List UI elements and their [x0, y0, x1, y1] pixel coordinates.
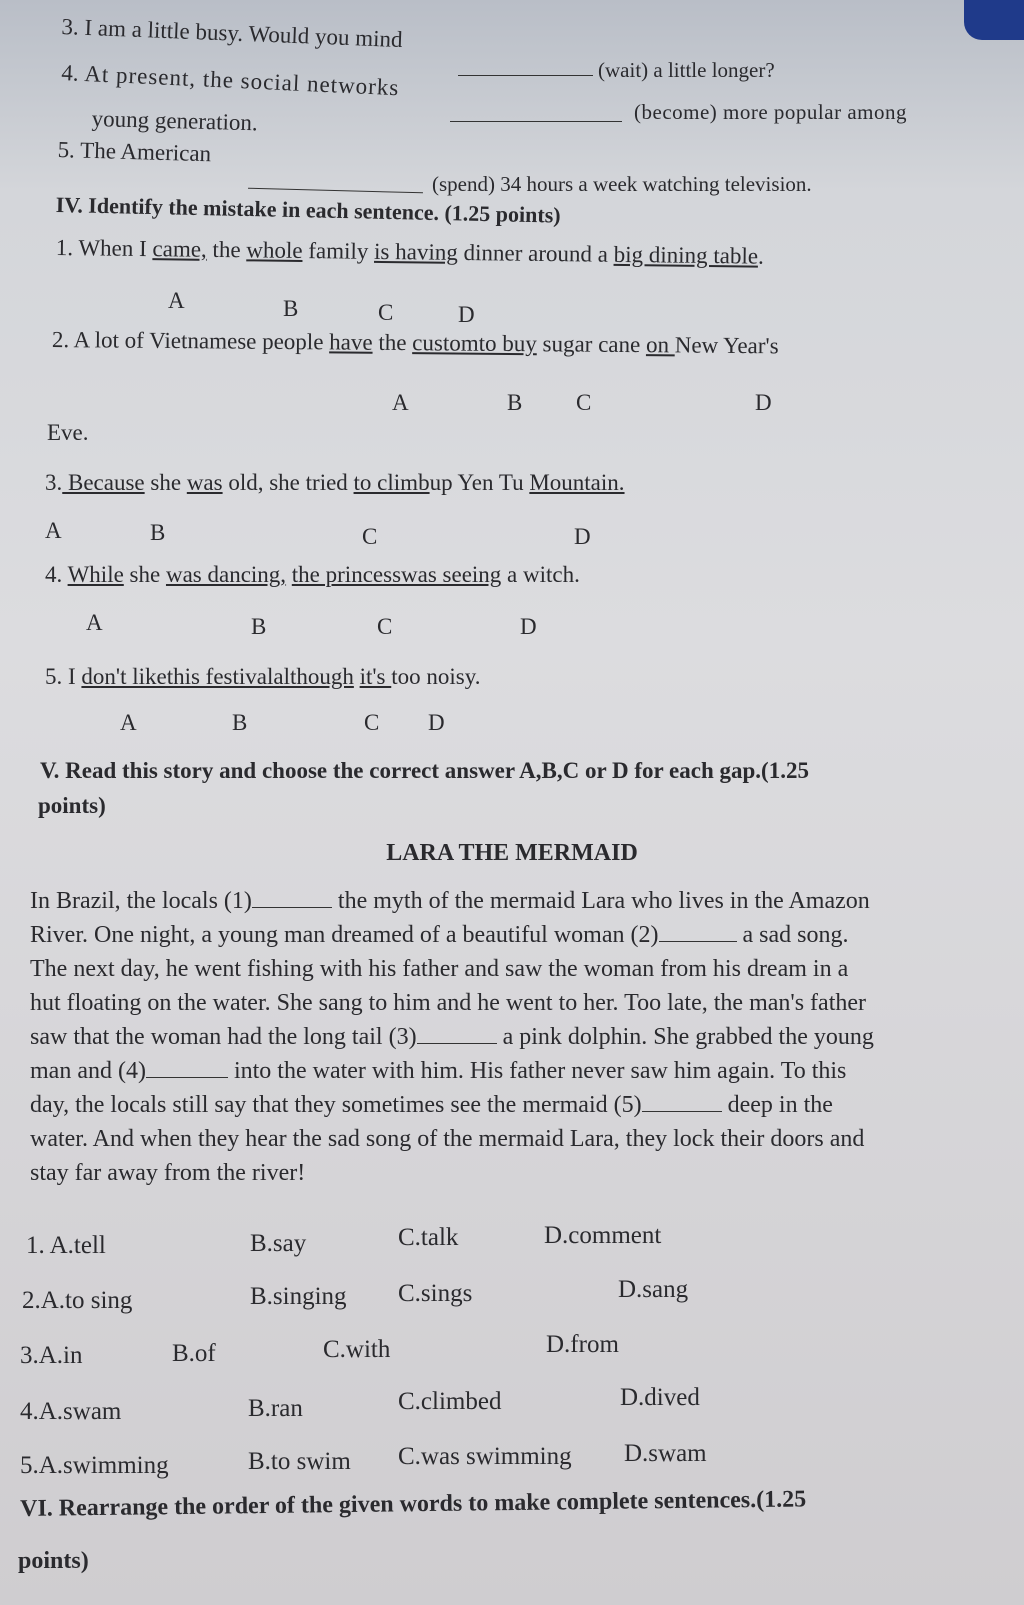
answer-5-d[interactable]: D.swam	[624, 1440, 707, 1467]
item-text: At present, the social networks	[83, 61, 400, 101]
story-line-2	[30, 918, 1020, 952]
answer-5-b[interactable]: B.to swim	[248, 1448, 351, 1475]
option-d-text: it's	[359, 664, 392, 689]
answer-blank[interactable]	[248, 188, 423, 194]
mistake-sentence-3	[45, 470, 625, 496]
story-text: In Brazil, the locals (1)	[30, 888, 252, 914]
item-number: 1.	[55, 235, 74, 261]
gap-4-blank[interactable]	[146, 1077, 228, 1078]
item-number: 5.	[57, 137, 76, 163]
verb-hint: (wait) a little longer?	[598, 58, 775, 82]
answer-1-b[interactable]: B.say	[250, 1230, 307, 1257]
option-a-b-c-text: don't likethis festivalalthough	[81, 664, 354, 689]
sentence-text: she	[123, 562, 166, 587]
answer-5-c[interactable]: C.was swimming	[398, 1443, 572, 1470]
answer-2-b[interactable]: B.singing	[250, 1283, 347, 1310]
story-line-9: stay far away from the river!	[30, 1160, 306, 1186]
option-letter-a: A	[392, 390, 409, 415]
option-b-text: whole	[246, 237, 303, 264]
story-line-6	[30, 1054, 1020, 1088]
exercise-3-4	[61, 60, 400, 101]
option-letter-b: B	[232, 710, 248, 735]
option-letter-a: A	[45, 518, 62, 543]
option-d-text: Mountain.	[529, 470, 625, 495]
exercise-3-3	[61, 14, 403, 53]
answer-3-b[interactable]: B.of	[172, 1340, 216, 1367]
item-number: 5.	[45, 664, 63, 689]
option-letter-c: C	[362, 524, 378, 549]
corner-sticker	[964, 0, 1024, 40]
item-text-continued: young generation.	[91, 106, 259, 136]
gap-5-blank[interactable]	[642, 1111, 722, 1112]
answer-3-d[interactable]: D.from	[546, 1331, 619, 1358]
story-text: deep in the	[721, 1092, 833, 1118]
mistake-sentence-5	[45, 664, 481, 690]
sentence-text: she	[144, 470, 187, 495]
story-text: man and (4)	[30, 1058, 146, 1084]
section-6-heading-continued: points)	[18, 1548, 89, 1574]
verb-hint: (spend) 34 hours a week watching television.	[432, 172, 812, 196]
sentence-text: sugar cane	[536, 331, 647, 358]
answer-2-c[interactable]: C.sings	[398, 1280, 473, 1307]
sentence-text: the	[372, 329, 413, 356]
story-text: day, the locals still say that they sometimes see the mermaid (5)	[30, 1092, 642, 1118]
option-b-text: was dancing,	[165, 562, 287, 587]
story-title: LARA THE MERMAID	[386, 840, 638, 866]
item-number: 3.	[45, 470, 63, 495]
option-c-text: the princesswas seeing	[291, 562, 502, 587]
option-letter-d: D	[458, 302, 475, 327]
answer-4-a[interactable]: 4.A.swam	[20, 1398, 122, 1425]
item-number: 3.	[61, 14, 80, 40]
section-4-heading: IV. Identify the mistake in each sentence. (1.25 points)	[55, 192, 561, 228]
sentence-text: I	[68, 664, 82, 689]
sentence-text: too noisy.	[391, 664, 481, 689]
option-a-text: Because	[62, 470, 145, 495]
option-c-text: to climb	[353, 470, 430, 495]
story-text: into the water with him. His father never saw him again. To this	[227, 1058, 847, 1084]
verb-hint: (become) more popular among	[634, 100, 907, 124]
section-5-heading-continued: points)	[38, 793, 106, 818]
option-letter-c: C	[364, 710, 380, 735]
answer-1-a[interactable]: 1. A.tell	[26, 1232, 106, 1259]
option-letter-b: B	[251, 614, 267, 639]
mistake-sentence-1	[56, 235, 764, 270]
answer-blank[interactable]	[450, 121, 622, 122]
item-number: 2.	[51, 327, 70, 353]
story-text: a sad song.	[736, 922, 849, 948]
option-b-c-text: customto buy	[412, 330, 537, 357]
gap-1-blank[interactable]	[252, 907, 332, 908]
option-letter-b: B	[507, 390, 523, 415]
answer-4-c[interactable]: C.climbed	[398, 1388, 502, 1415]
story-line-8: water. And when they hear the sad song of the mermaid Lara, they lock their doors and	[30, 1126, 865, 1152]
answer-5-a[interactable]: 5.A.swimming	[20, 1452, 169, 1479]
option-letter-d: D	[520, 614, 537, 639]
gap-3-blank[interactable]	[417, 1043, 497, 1044]
option-b-text: was	[186, 470, 223, 495]
story-line-5	[30, 1020, 1020, 1054]
option-letter-c: C	[377, 614, 393, 639]
section-6-heading: VI. Rearrange the order of the given words to make complete sentences.(1.25	[20, 1486, 807, 1522]
sentence-text: New Year's	[674, 332, 779, 359]
option-c-text: is having	[373, 238, 458, 265]
section-5-heading: V. Read this story and choose the correct answer A,B,C or D for each gap.(1.25	[40, 758, 809, 783]
option-letter-c: C	[576, 390, 592, 415]
story-line-3: The next day, he went fishing with his father and saw the woman from his dream in a	[30, 956, 849, 982]
answer-blank[interactable]	[458, 75, 593, 76]
sentence-text: When I	[78, 235, 153, 262]
story-line-7	[30, 1088, 1020, 1122]
sentence-text: the	[206, 236, 247, 263]
option-a-text: While	[67, 562, 124, 587]
item-text: The American	[79, 137, 212, 167]
sentence-text: .	[757, 243, 764, 269]
answer-2-d[interactable]: D.sang	[618, 1276, 689, 1303]
sentence-text: old, she tried	[222, 470, 354, 495]
gap-2-blank[interactable]	[659, 941, 737, 942]
option-letter-d: D	[755, 390, 772, 415]
story-text: saw that the woman had the long tail (3)	[30, 1024, 417, 1050]
sentence-continued: Eve.	[47, 420, 89, 445]
story-line-4: hut floating on the water. She sang to him and he went to her. Too late, the man's father	[30, 990, 867, 1016]
answer-4-b[interactable]: B.ran	[248, 1395, 303, 1422]
story-text: the myth of the mermaid Lara who lives in the Amazon	[331, 888, 870, 914]
mistake-sentence-2	[52, 327, 779, 359]
answer-3-c[interactable]: C.with	[323, 1336, 391, 1363]
sentence-text: A lot of Vietnamese people	[73, 327, 330, 355]
option-a-text: came,	[152, 236, 207, 262]
option-letter-a: A	[168, 288, 185, 313]
answer-2-a[interactable]: 2.A.to sing	[22, 1287, 133, 1314]
option-letter-d: D	[574, 524, 591, 549]
option-d-text: on	[645, 332, 675, 358]
exercise-3-5	[57, 137, 211, 167]
answer-3-a[interactable]: 3.A.in	[20, 1342, 83, 1369]
option-letter-d: D	[428, 710, 445, 735]
item-number: 4.	[60, 60, 80, 86]
option-a-text: have	[329, 329, 373, 355]
option-letter-c: C	[378, 300, 394, 325]
option-letter-b: B	[283, 296, 299, 321]
story-line-1	[30, 884, 1020, 918]
sentence-text: family	[302, 238, 375, 264]
option-d-text: big dining table	[613, 241, 759, 269]
sentence-text: a witch.	[501, 562, 580, 587]
story-text: a pink dolphin. She grabbed the young	[496, 1024, 874, 1050]
option-letter-a: A	[120, 710, 137, 735]
story-paragraph	[30, 884, 1020, 1190]
item-number: 4.	[45, 562, 63, 587]
story-text: River. One night, a young man dreamed of a beautiful woman (2)	[30, 922, 659, 948]
answer-1-c[interactable]: C.talk	[398, 1224, 459, 1251]
answer-4-d[interactable]: D.dived	[620, 1384, 700, 1411]
sentence-text: dinner around a	[457, 239, 614, 267]
answer-1-d[interactable]: D.comment	[544, 1222, 662, 1249]
sentence-text: up Yen Tu	[429, 470, 530, 495]
option-letter-a: A	[86, 610, 103, 635]
option-letter-b: B	[150, 520, 166, 545]
mistake-sentence-4	[45, 562, 580, 588]
item-text: I am a little busy. Would you mind	[84, 14, 403, 53]
